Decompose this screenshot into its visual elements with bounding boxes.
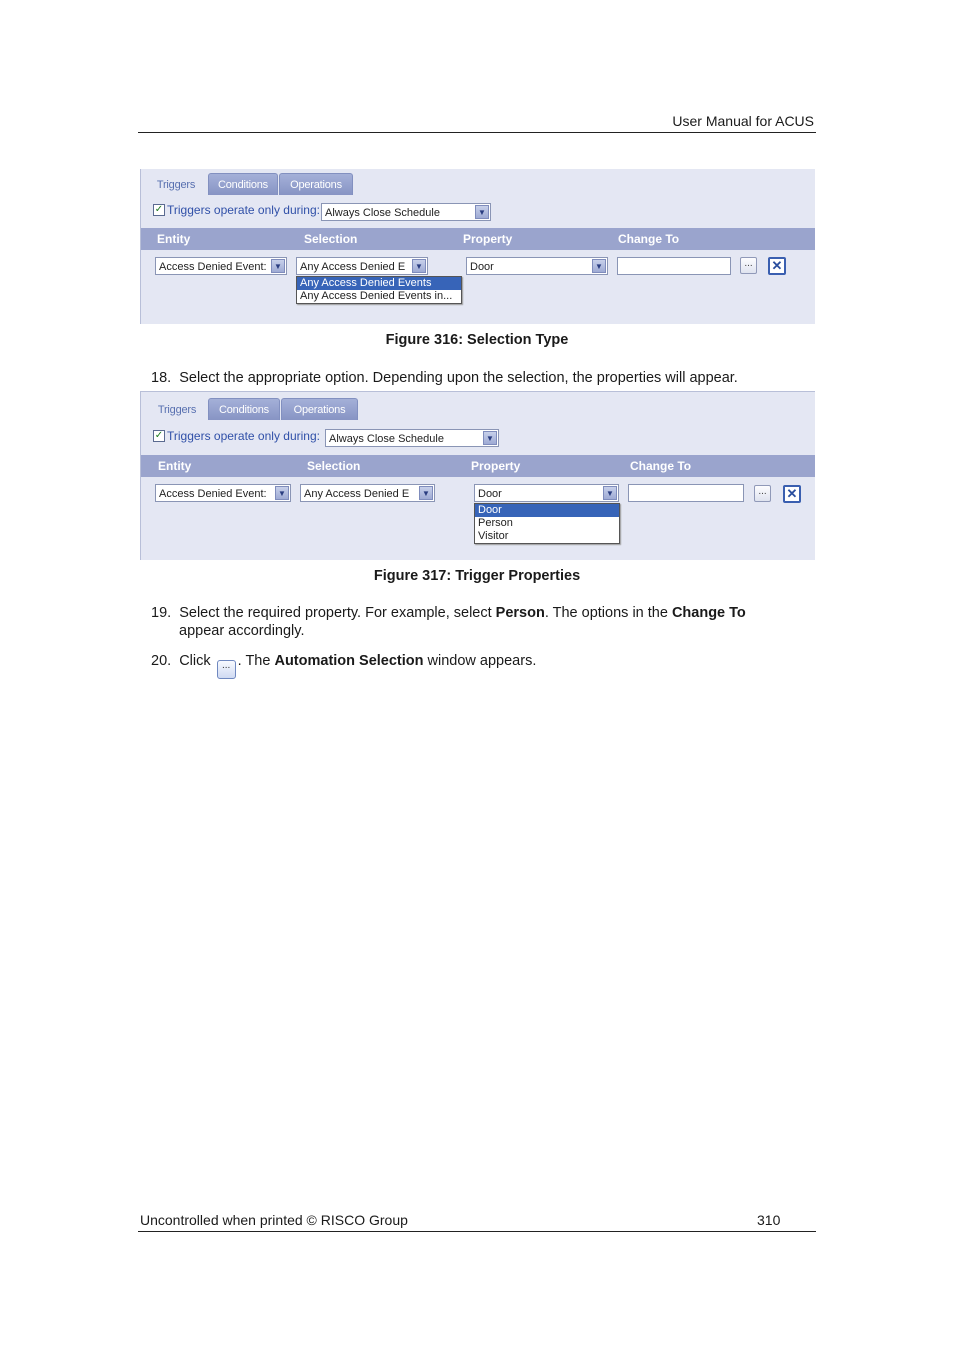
tab-operations[interactable]: Operations: [281, 398, 358, 420]
column-header-bar: [141, 228, 815, 250]
chevron-down-icon[interactable]: ▼: [271, 259, 285, 273]
selection-value: Any Access Denied E: [304, 488, 410, 500]
dropdown-option[interactable]: Any Access Denied Events in...: [300, 290, 453, 302]
step-text-1: Click: [179, 653, 215, 669]
step-bold-person: Person: [495, 605, 545, 621]
col-change-to: Change To: [618, 232, 680, 246]
tab-conditions[interactable]: Conditions: [208, 398, 280, 420]
tab-triggers[interactable]: Triggers: [143, 398, 211, 420]
property-value: Door: [470, 261, 494, 273]
chevron-down-icon[interactable]: ▼: [275, 486, 289, 500]
step-number: 18.: [151, 370, 172, 386]
manual-title: User Manual for ACUS: [672, 113, 814, 129]
figure-316-panel: [140, 169, 815, 324]
change-to-input[interactable]: [628, 484, 744, 502]
operate-label: Triggers operate only during:: [167, 203, 320, 217]
step-text: Select the appropriate option. Depending upon the selection, the properties will appear.: [179, 370, 738, 386]
dropdown-option[interactable]: Door: [475, 504, 619, 517]
property-select[interactable]: [466, 257, 608, 275]
chevron-down-icon[interactable]: ▼: [419, 486, 433, 500]
property-dropdown-list: [474, 503, 620, 544]
operate-checkbox[interactable]: ✓: [154, 204, 164, 215]
entity-select[interactable]: [155, 257, 287, 275]
page-footer: [138, 1211, 816, 1232]
page-header: [138, 112, 816, 133]
figure-316-caption: Figure 316: Selection Type: [385, 332, 569, 348]
operate-label: Triggers operate only during:: [167, 429, 320, 443]
col-change-to: Change To: [630, 459, 692, 473]
dropdown-option[interactable]: Visitor: [478, 530, 509, 542]
entity-select[interactable]: [155, 484, 291, 502]
step-text-2: . The: [237, 653, 275, 669]
browse-button[interactable]: ...: [740, 257, 757, 274]
tab-triggers[interactable]: Triggers: [143, 173, 209, 195]
property-value: Door: [478, 488, 502, 500]
step-text-1: Select the required property. For example, select: [179, 605, 496, 621]
step-19-continued: appear accordingly.: [179, 623, 305, 639]
page-number: 310: [757, 1212, 781, 1228]
col-selection: Selection: [307, 459, 361, 473]
selection-dropdown-list: [296, 276, 462, 304]
browse-button-icon: ...: [217, 660, 236, 679]
col-entity: Entity: [157, 232, 191, 246]
step-19: [151, 604, 821, 622]
selection-select[interactable]: [300, 484, 435, 502]
chevron-down-icon[interactable]: ▼: [603, 486, 617, 500]
schedule-value: Always Close Schedule: [325, 207, 440, 219]
schedule-select[interactable]: [325, 429, 499, 447]
selection-value: Any Access Denied E: [300, 261, 406, 273]
chevron-down-icon[interactable]: ▼: [475, 205, 489, 219]
step-text-3: window appears.: [423, 653, 537, 669]
chevron-down-icon[interactable]: ▼: [592, 259, 606, 273]
entity-value: Access Denied Event:: [159, 488, 267, 500]
dropdown-option[interactable]: Person: [478, 517, 513, 529]
step-18: [151, 369, 811, 387]
tab-conditions[interactable]: Conditions: [208, 173, 278, 195]
browse-button[interactable]: ...: [754, 485, 771, 502]
schedule-select[interactable]: [321, 203, 491, 221]
close-icon[interactable]: ✕: [768, 257, 786, 275]
close-icon[interactable]: ✕: [783, 485, 801, 503]
col-selection: Selection: [304, 232, 358, 246]
col-entity: Entity: [158, 459, 192, 473]
col-property: Property: [463, 232, 513, 246]
selection-select[interactable]: [296, 257, 428, 275]
footer-copyright: Uncontrolled when printed © RISCO Group: [140, 1212, 408, 1228]
step-bold-change-to: Change To: [671, 605, 746, 621]
step-bold-automation: Automation Selection: [274, 653, 424, 669]
tab-operations[interactable]: Operations: [279, 173, 353, 195]
property-select[interactable]: [474, 484, 619, 502]
column-header-bar: [141, 455, 815, 477]
figure-317-caption: Figure 317: Trigger Properties: [373, 568, 581, 584]
col-property: Property: [471, 459, 521, 473]
change-to-input[interactable]: [617, 257, 731, 275]
operate-checkbox[interactable]: ✓: [154, 430, 164, 441]
dropdown-option[interactable]: Any Access Denied Events: [297, 277, 461, 290]
step-number: 19.: [151, 605, 172, 621]
figure-317-panel: [140, 391, 815, 560]
step-number: 20.: [151, 653, 172, 669]
chevron-down-icon[interactable]: ▼: [483, 431, 497, 445]
schedule-value: Always Close Schedule: [329, 433, 444, 445]
step-20: [151, 652, 821, 679]
step-text-2: . The options in the: [544, 605, 672, 621]
entity-value: Access Denied Event:: [159, 261, 267, 273]
chevron-down-icon[interactable]: ▼: [412, 259, 426, 273]
